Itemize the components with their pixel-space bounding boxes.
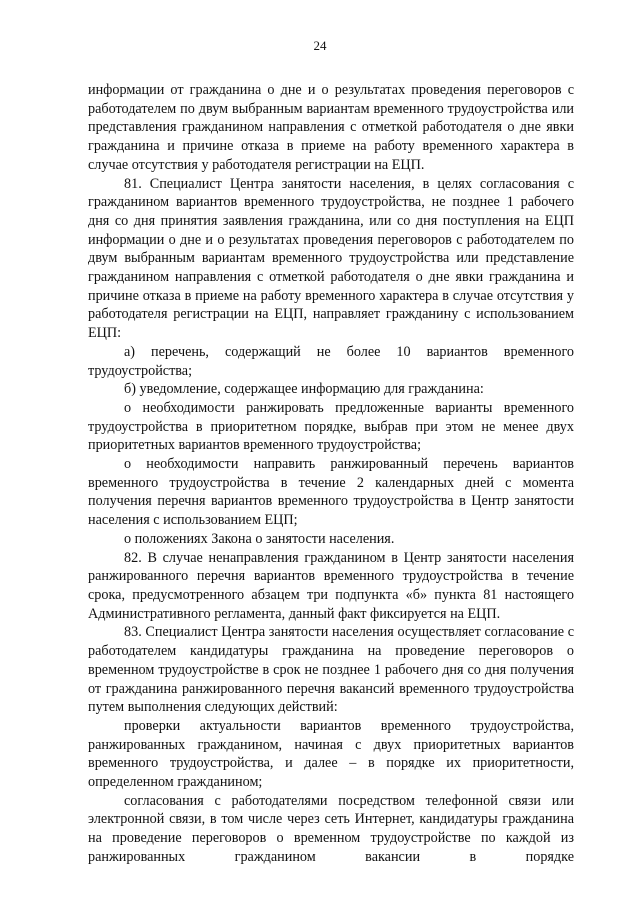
paragraph-83-agree: согласования с работодателями посредством телефонной связи или электронной связи, в том числе через сеть Интернет, кандидатуры гражданина на проведение переговоров о временном трудоустройстве по каждой из ранжированных гражданином вакансии в порядке xyxy=(88,792,574,865)
page-number: 24 xyxy=(313,38,327,53)
paragraph-83: 83. Специалист Центра занятости населения осуществляет согласование с работодателем кандидатуры гражданина на проведение переговоров о временном трудоустройстве в срок не позднее 1 рабочего дня со дня получения от гражданина ранжированного перечня вакансий временного трудоустройства путем выполнения следующих действий: xyxy=(88,624,574,716)
paragraph-81-b-law: о положениях Закона о занятости населения. xyxy=(124,530,395,547)
paragraph-81-b-send: о необходимости направить ранжированный перечень вариантов временного трудоустройства в течение 2 календарных дней с момента получения перечня вариантов временного трудоустройства в Центр занятости населения с использованием ЕЦП; xyxy=(88,456,574,529)
paragraph-continuation: информации от гражданина о дне и о результатах проведения переговоров с работодателем по двум выбранным вариантам временного трудоустройства или представления гражданином направления с отметкой работодателя о дне явки гражданина и причине отказа в приеме на работу временного характера в случае отсутствия у работодателя регистрации на ЕЦП. xyxy=(88,82,574,173)
paragraph-81-item-a: а) перечень, содержащий не более 10 вариантов временного трудоустройства; xyxy=(88,343,574,379)
paragraph-82: 82. В случае ненаправления гражданином в Центр занятости населения ранжированного перечня вариантов временного трудоустройства в течение срока, предусмотренного абзацем три подпункта «б» пункта 81 настоящего Административного регламента, данный факт фиксируется на ЕЦП. xyxy=(88,549,574,622)
document-body xyxy=(88,81,574,867)
paragraph-81-b-ranking: о необходимости ранжировать предложенные варианты временного трудоустройства в приоритетном порядке, выбрав при этом не менее двух приоритетных вариантов временного трудоустройства; xyxy=(88,399,574,454)
paragraph-81-item-b: б) уведомление, содержащее информацию для гражданина: xyxy=(124,381,484,398)
paragraph-83-check: проверки актуальности вариантов временного трудоустройства, ранжированных гражданином, начиная с двух приоритетных вариантов временного трудоустройства, и далее – в порядке их приоритетности, определенном гражданином; xyxy=(88,717,574,791)
paragraph-81: 81. Специалист Центра занятости населения, в целях согласования с гражданином вариантов временного трудоустройства, не позднее 1 рабочего дня со дня принятия заявления гражданина, или со дня поступления на ЕЦП информации о дне и о результатах проведения переговоров с работодателем по двум выбранным вариантам временного трудоустройства или представление гражданином направления с отметкой работодателя о дне явки гражданина и причине отказа в приеме на работу временного характера в случае отсутствия у работодателя регистрации на ЕЦП, направляет гражданину с использованием ЕЦП: xyxy=(88,175,574,342)
